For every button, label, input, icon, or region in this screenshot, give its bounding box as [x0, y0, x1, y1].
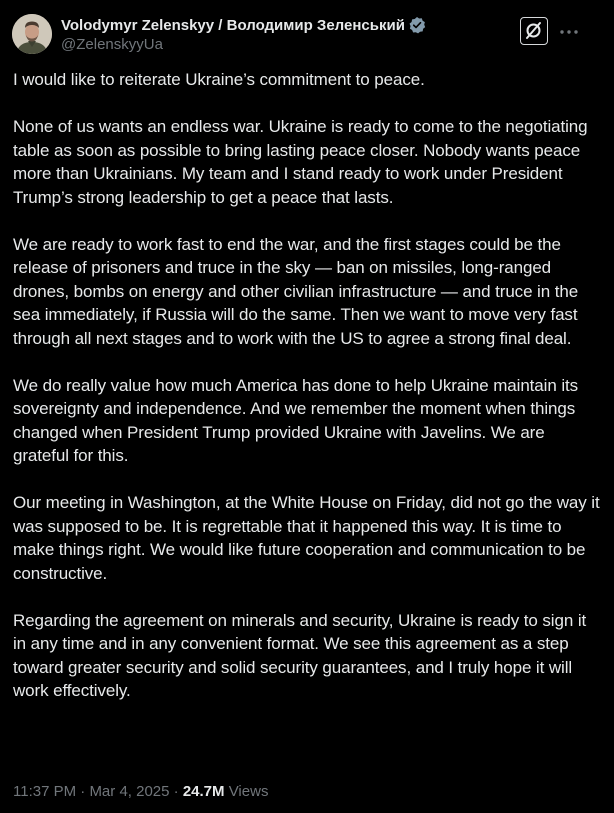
author-display-name[interactable]: Volodymyr Zelenskyy / Володимир Зеленський — [61, 16, 405, 34]
tweet-time[interactable]: 11:37 PM — [13, 783, 77, 800]
tweet-paragraph: We do really value how much America has done to help Ukraine maintain its sovereignty and independence. And we remember the moment when things changed when President Trump provided Ukraine with Javelins. We are grateful for this. — [13, 375, 579, 465]
avatar-portrait-icon — [12, 14, 52, 54]
grok-button[interactable] — [520, 17, 548, 45]
tweet-paragraph: None of us wants an endless war. Ukraine is ready to come to the negotiating table as soon as possible to bring lasting peace closer. Nobody wants peace more than Ukrainians. My team and I stand ready to work under President Trump’s strong leadership to get a peace that lasts. — [13, 117, 588, 207]
tweet-date[interactable]: Mar 4, 2025 — [89, 783, 170, 800]
tweet-header — [12, 14, 602, 58]
more-options-button[interactable] — [557, 20, 581, 44]
meta-separator: · — [80, 783, 86, 800]
verified-badge-icon[interactable] — [408, 16, 426, 34]
more-horizontal-icon — [559, 29, 579, 35]
tweet-paragraph: Our meeting in Washington, at the White House on Friday, did not go the way it was supposed to be. It is regrettable that it happened this way. It is time to make things right. We would like future cooperation and communication to be constructive. — [13, 493, 600, 583]
display-name-row — [61, 15, 426, 35]
tweet-paragraph: We are ready to work fast to end the war, and the first stages could be the release of prisoners and truce in the sky — ban on missiles, long-ranged drones, bombs on energy and other civilian infrastructure — and truce in the sea immediately, if Russia will do the same. Then we want to move very fast through all next stages and to work with the US to agree a strong final deal. — [13, 234, 579, 348]
views-count: 24.7M — [182, 783, 225, 800]
author-avatar[interactable] — [12, 14, 52, 54]
tweet-meta — [13, 783, 268, 800]
meta-separator: · — [173, 783, 179, 800]
author-names — [61, 15, 426, 53]
grok-icon — [521, 18, 546, 43]
tweet-paragraph: Regarding the agreement on minerals and security, Ukraine is ready to sign it in any time and in any convenient format. We see this agreement as a step toward greater security and solid security guarantees, and I truly hope it will work effectively. — [13, 610, 587, 700]
views-label: Views — [228, 783, 269, 800]
tweet-paragraph: I would like to reiterate Ukraine’s commitment to peace. — [13, 70, 425, 89]
tweet-body — [13, 68, 601, 703]
author-handle[interactable]: @ZelenskyyUa — [61, 36, 163, 53]
